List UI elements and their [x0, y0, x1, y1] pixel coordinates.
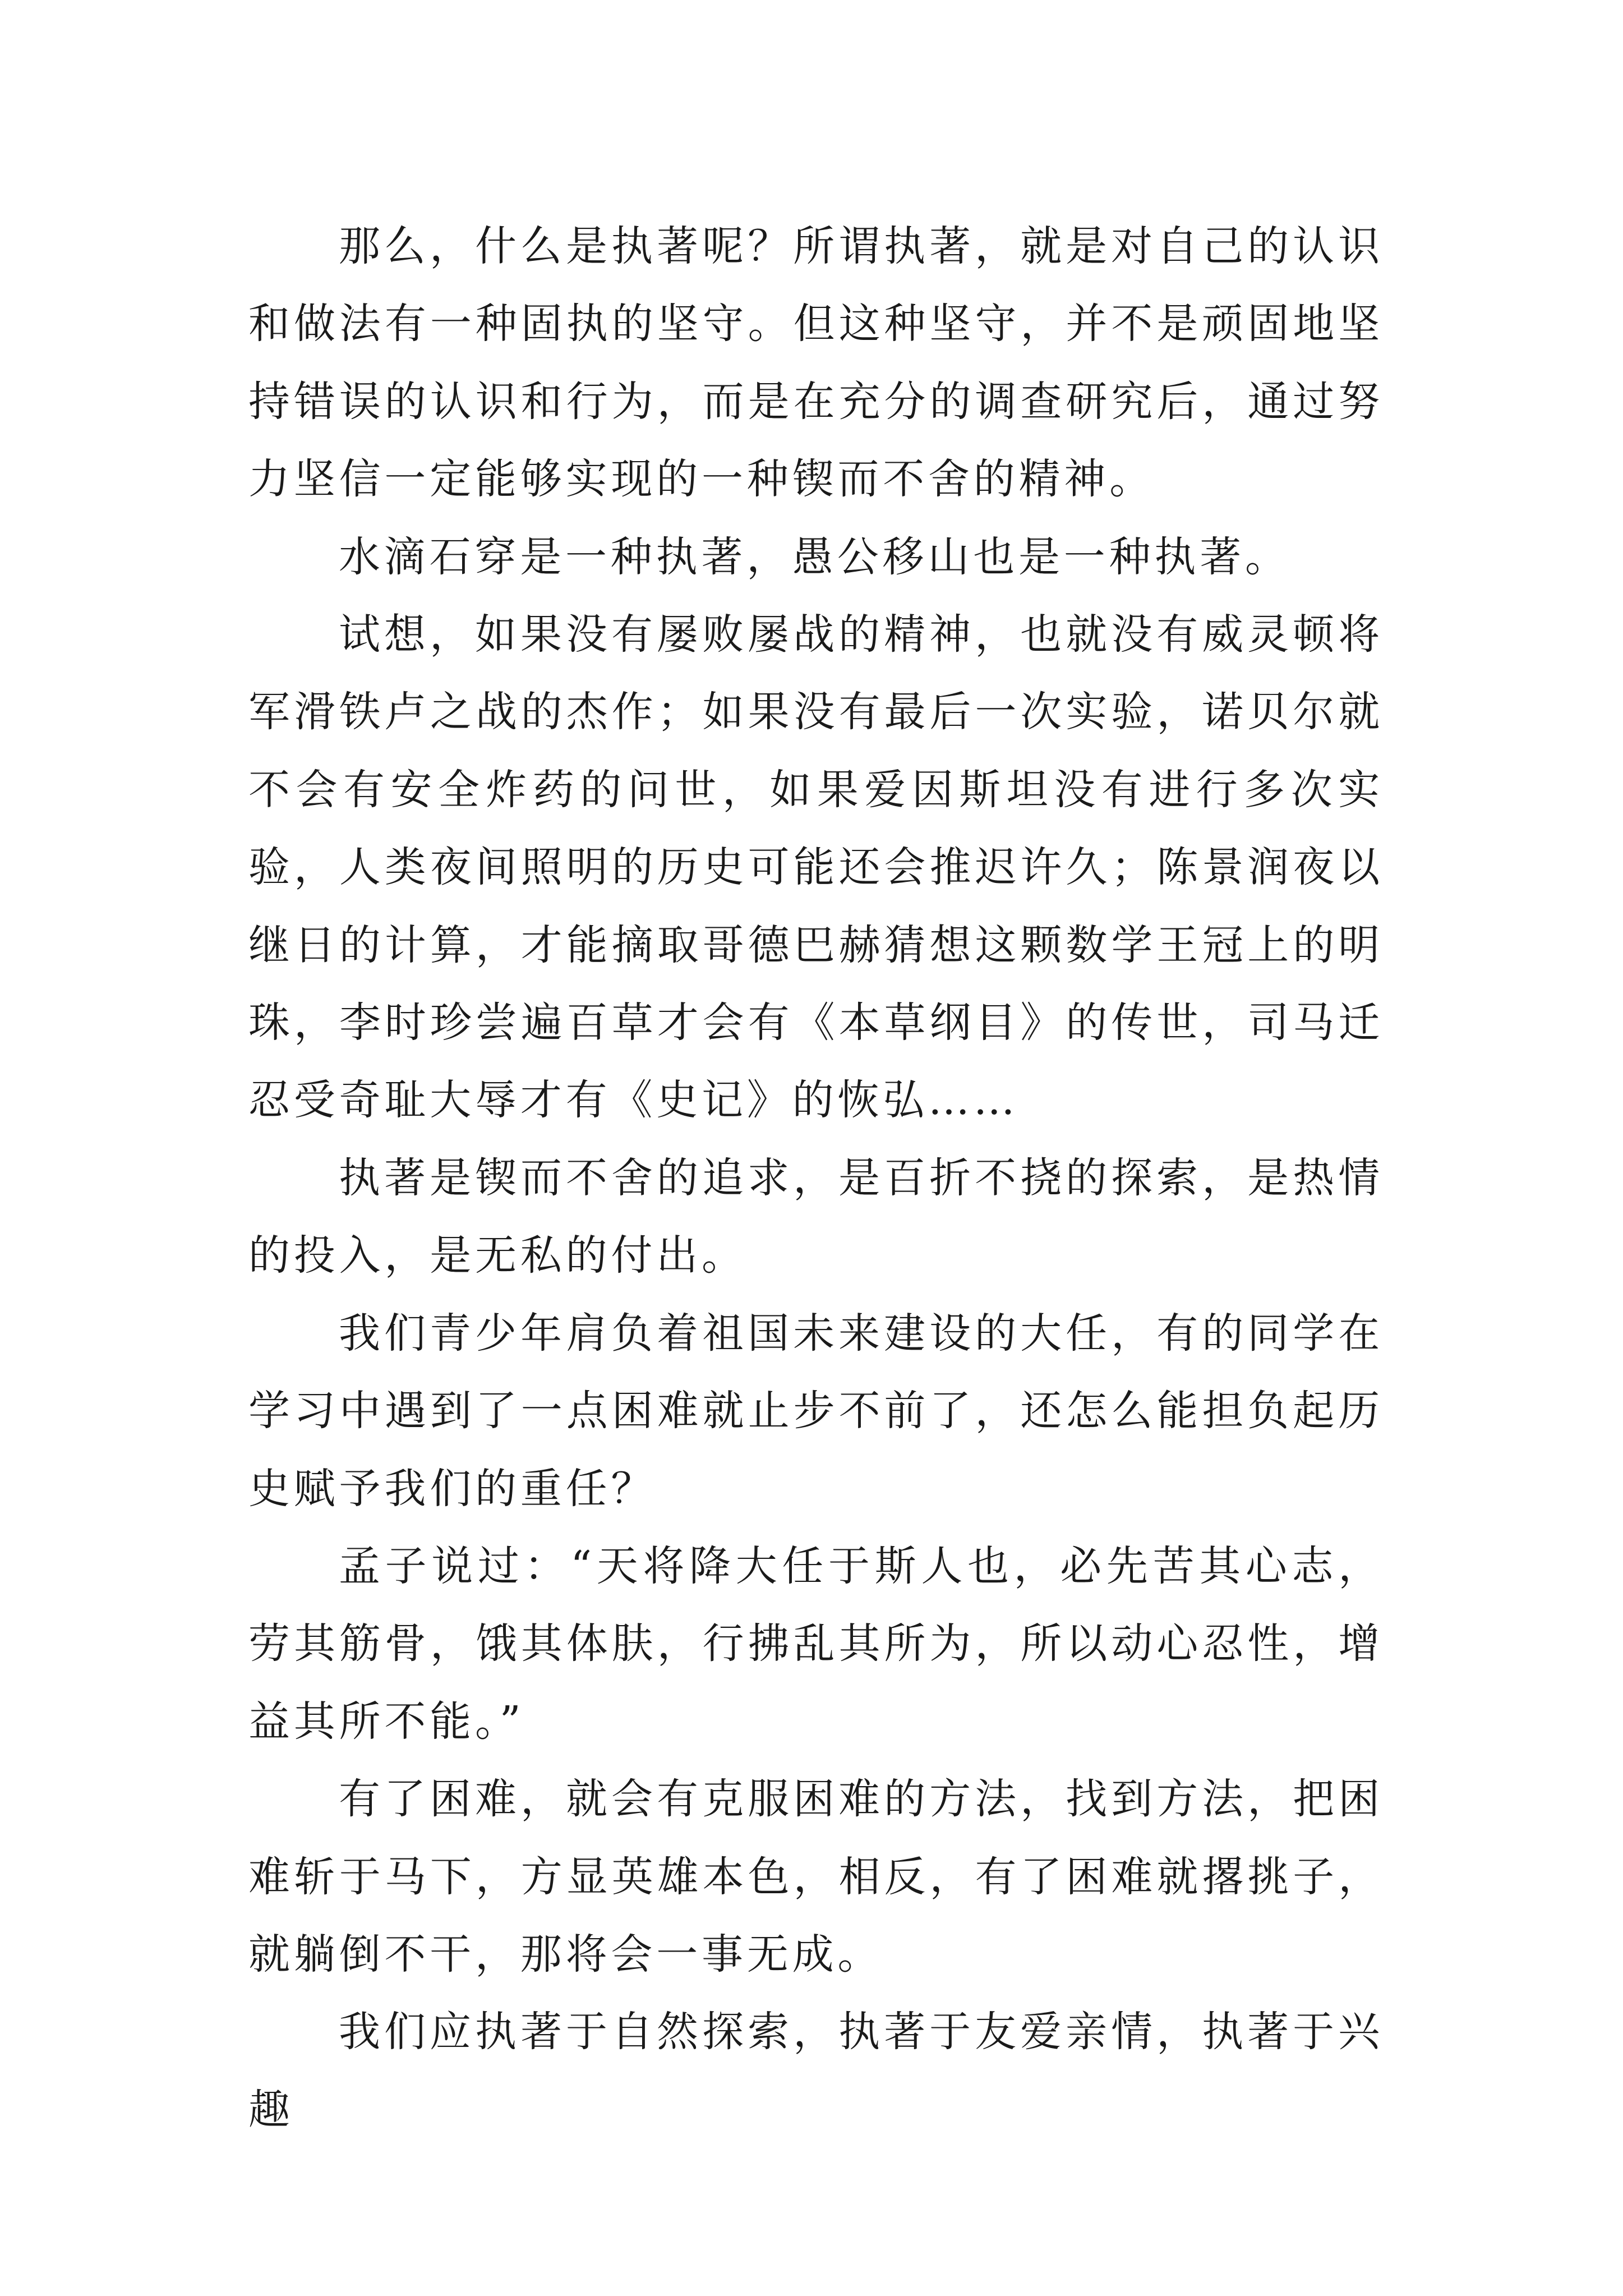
paragraph: 那么，什么是执著呢？所谓执著，就是对自己的认识和做法有一种固执的坚守。但这种坚守，并不是顽固地坚持错误的认识和行为，而是在充分的调查研究后，通过努力坚信一定能够实现的一种锲而不舍的精神。 — [248, 222, 1384, 504]
paragraph: 试想，如果没有屡败屡战的精神，也就没有威灵顿将军滑铁卢之战的杰作；如果没有最后一次实验，诺贝尔就不会有安全炸药的问世，如果爱因斯坦没有进行多次实验，人类夜间照明的历史可能还会推迟许久；陈景润夜以继日的计算，才能摘取哥德巴赫猜想这颗数学王冠上的明珠，李时珍尝遍百草才会有《本草纲目》的传世，司马迁忍受奇耻大辱才有《史记》的恢弘…… — [248, 610, 1384, 1125]
paragraph: 有了困难，就会有克服困难的方法，找到方法，把困难斩于马下，方显英雄本色，相反，有了困难就撂挑子，就躺倒不干，那将会一事无成。 — [248, 1775, 1384, 1978]
paragraph: 我们青少年肩负着祖国未来建设的大任，有的同学在学习中遇到了一点困难就止步不前了，还怎么能担负起历史赋予我们的重任？ — [248, 1309, 1384, 1513]
paragraph: 执著是锲而不舍的追求，是百折不挠的探索，是热情的投入，是无私的付出。 — [248, 1153, 1384, 1280]
paragraph: 我们应执著于自然探索，执著于友爱亲情，执著于兴趣 — [248, 2008, 1384, 2134]
paragraph: 孟子说过：“天将降大任于斯人也，必先苦其心志，劳其筋骨，饿其体肤，行拂乱其所为，所以动心忍性，增益其所不能。” — [248, 1542, 1384, 1746]
paragraph: 水滴石穿是一种执著，愚公移山也是一种执著。 — [339, 532, 1290, 581]
body-text — [248, 208, 1384, 2148]
